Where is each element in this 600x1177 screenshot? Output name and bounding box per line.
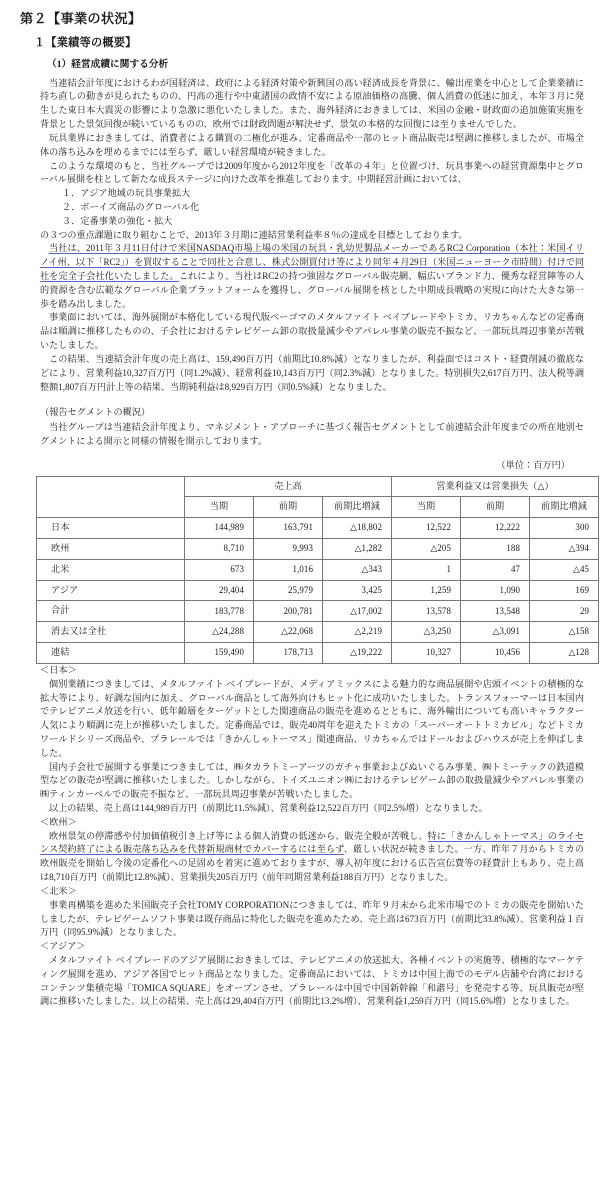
region-heading-europe: ＜欧州＞ xyxy=(40,816,77,827)
table-cell: △158 xyxy=(530,622,599,643)
table-cell: 47 xyxy=(461,559,530,580)
table-row xyxy=(37,539,599,560)
table-cell: 1 xyxy=(392,559,461,580)
table-cell: 200,781 xyxy=(254,601,323,622)
japan-paragraph-2: 国内子会社で展開する事業につきましては、㈱タカラトミーアーツのガチャ事業およびぬいぐるみ事業、㈱トミーテックの鉄道模型などの販売が堅調に推移いたしました。しかしながら、トイズユニオン㈱におけるテレビゲーム卸の取扱量減少やアパレル事業の㈱ティンカーベルでの販売不振など、一部玩具周辺事業が苦戦いたしました。 xyxy=(40,761,584,800)
table-cell: △343 xyxy=(323,559,392,580)
table-row-label: アジア xyxy=(37,580,185,601)
page-title: 第２【事業の状況】 xyxy=(20,11,142,26)
table-row-label: 欧州 xyxy=(37,539,185,560)
north-america-paragraph-1: 事業再構築を進めた米国販売子会社TOMY CORPORATIONにつきましては、昨年９月末から北米市場でのトミカの販売を開始いたしましたが、テレビゲームソフト事業は既存商品に特化した販売を進めたため、売上高は673百万円（前期比33.8%減）、営業利益１百万円（同95.9%減）となりました。 xyxy=(40,899,584,938)
table-cell: 169 xyxy=(530,580,599,601)
table-cell: △18,802 xyxy=(323,518,392,539)
table-cell: △1,282 xyxy=(323,539,392,560)
priority-item-2: ２．ボーイズ商品のグローバル化 xyxy=(62,201,200,212)
priority-item-3: ３．定番事業の強化・拡大 xyxy=(62,215,173,226)
table-subheader-income-previous: 前期 xyxy=(461,497,530,518)
acquisition-tail-text: これにより、当社はRC2の持つ強固なグローバル販売網、幅広いブランド力、優秀な経営陣等の人的資源を含む広範なグローバル企業プラットフォームを獲得し、グローバル展開を核とした中期成長戦略の実現に向けた大きな第一歩を踏み出しました。 xyxy=(40,271,584,309)
table-group-header-row xyxy=(37,476,599,497)
table-row xyxy=(37,622,599,643)
section-heading: １【業績等の概要】 xyxy=(34,37,137,50)
priority-item-1: １．アジア地域の玩具事業拡大 xyxy=(62,188,191,199)
segment-overview-heading: （報告セグメントの概況） xyxy=(40,407,151,418)
table-subheader-income-current: 当期 xyxy=(392,497,461,518)
table-row-label: 連結 xyxy=(37,643,185,664)
table-cell: 9,993 xyxy=(254,539,323,560)
table-subheader-sales-change: 前期比増減 xyxy=(323,497,392,518)
table-row-label: 消去又は全社 xyxy=(37,622,185,643)
table-cell: 29,404 xyxy=(185,580,254,601)
table-subheader-income-change: 前期比増減 xyxy=(530,497,599,518)
europe-paragraph-1 xyxy=(14,830,586,885)
japan-paragraph-1: 個別業績につきましては、メタルファイト ベイブレードが、メディアミックスによる魅力的な商品展開や店頭イベントの積極的な拡大等により、好調な国内に加え、グローバル商品として海外向けもヒット化に成功いたしました。トランスフォーマーは日本国内でテレビアニメ放送を行い、低年齢層をターゲットとした関連商品の販売を進めるとともに、海外輸出についても高いキャラクター人気により順調に売上が推移いたしました。定番商品では、販売40周年を迎えたトミカの「スーパーオートトミカビル」などトミカワールドシリーズ商品や、プラレールでは「きかんしゃトーマス」関連商品、リカちゃんではドールおよびハウスが売上を伸ばしました。 xyxy=(40,678,584,758)
table-corner-cell xyxy=(37,476,185,518)
table-cell: △3,091 xyxy=(461,622,530,643)
region-heading-asia: ＜アジア＞ xyxy=(40,941,86,952)
europe-underlined-text-1: 特に「きかんしゃトー xyxy=(427,830,521,841)
table-cell: △45 xyxy=(530,559,599,580)
table-cell: 178,713 xyxy=(254,643,323,664)
table-cell: 25,979 xyxy=(254,580,323,601)
table-cell: 8,710 xyxy=(185,539,254,560)
table-row-label: 日本 xyxy=(37,518,185,539)
acquisition-underlined-text-2: （本社：米国イリノイ州、以下「RC2」）を買収することで同社と合意し、株式公開買付け等により同年４月29日 xyxy=(40,243,584,268)
table-cell: △17,002 xyxy=(323,601,392,622)
segment-results-table xyxy=(36,476,599,664)
table-cell: 144,989 xyxy=(185,518,254,539)
asia-paragraph-1: メタルファイト ベイブレードのアジア展開におきましては、テレビアニメの放送拡大、各種イベントの実施等、積極的なマーケティング展開を進め、アジア各国でヒット商品となりました。定番商品においては、トミカは中国上海でのモデル店舗や台湾におけるコンテンツ集積売場「TOMICA SQUARE」をオープンさせ、プラレールは中国で中国新幹線「和諧号」を発売する等、玩具販売が堅調に推移いたしました。以上の結果、売上高は29,404百万円（前期比13.2%増）、営業利益1,259百万円（同15.6%増）となりました。 xyxy=(40,954,584,1007)
table-row xyxy=(37,559,599,580)
table-cell: △19,222 xyxy=(323,643,392,664)
table-cell: 3,425 xyxy=(323,580,392,601)
table-group-header-operating-income: 営業利益又は営業損失（△） xyxy=(392,476,599,497)
table-cell: 10,327 xyxy=(392,643,461,664)
europe-underlined-text-2: マス」のライセンス契約終了による販売落ち込みを代替新規商材でカバーするには至らず xyxy=(40,830,584,855)
table-cell: 1,259 xyxy=(392,580,461,601)
table-cell: △3,250 xyxy=(392,622,461,643)
table-cell: 29 xyxy=(530,601,599,622)
table-row xyxy=(37,580,599,601)
table-subheader-sales-current: 当期 xyxy=(185,497,254,518)
table-cell: △128 xyxy=(530,643,599,664)
table-cell: 12,522 xyxy=(392,518,461,539)
table-cell: △24,288 xyxy=(185,622,254,643)
table-body xyxy=(37,518,599,664)
table-cell: △205 xyxy=(392,539,461,560)
table-cell: 159,490 xyxy=(185,643,254,664)
table-cell: 1,016 xyxy=(254,559,323,580)
table-cell: 12,222 xyxy=(461,518,530,539)
acquisition-underlined-text-3: （米国ニューヨーク市時間）付けで同社を完全子会社化いたしました。 xyxy=(40,257,584,282)
table-row-label: 合計 xyxy=(37,601,185,622)
segment-overview-body: 当社グループは当連結会計年度より、マネジメント・アプローチに基づく報告セグメントとして前連結会計年度までの所在地別セグメントによる開示と同様の情報を開示しております。 xyxy=(40,422,584,446)
acquisition-underlined-text-1: 当社は、2011年３月11日付けで米国NASDAQ市場上場の米国の玩具・乳幼児製品メーカーであるRC2 Corporation xyxy=(49,243,511,254)
acquisition-paragraph xyxy=(14,242,586,311)
region-heading-japan: ＜日本＞ xyxy=(40,664,77,675)
table-cell: △2,219 xyxy=(323,622,392,643)
results-paragraph-2: この結果、当連結会計年度の売上高は、159,490百万円（前期比10.8%減）となりましたが、利益面ではコスト・経費削減の徹底などにより、営業利益10,327百万円（同1.2%減）、経常利益10,143百万円（同2.3%減）となりました。特別損失2,617百万円、法人税等調整額1,807百万円計上等の結果、当期純利益は8,929百万円（同0.5%減）となりました。 xyxy=(40,353,584,392)
spacer xyxy=(14,394,586,406)
table-subheader-sales-previous: 前期 xyxy=(254,497,323,518)
region-heading-north-america: ＜北米＞ xyxy=(40,885,77,896)
subsection-heading: （1）経営成績に関する分析 xyxy=(47,59,169,71)
table-row xyxy=(37,518,599,539)
table-cell: 188 xyxy=(461,539,530,560)
table-cell: 163,791 xyxy=(254,518,323,539)
intro-paragraph-3: このような環境のもと、当社グループでは2009年度から2012年度を「改革の４年」と位置づけ、玩具事業への経営資源集中とグローバル展開を柱として新たな成長ステージに向けた改革を推進しております。中期経営計画においては、 xyxy=(40,160,584,185)
europe-text-post: 、厳しい状況が続きました。一方、昨年７月からトミカの欧州販売を開始し今後の定番化への足固めを着実に進めておりますが、導入初年度における広告宣伝費等の経費計上もあり、売上高は8,710百万円（前期比12.8%減）、営業損失205百万円（前年同期営業利益188百万円）となりました。 xyxy=(40,844,584,883)
priorities-lead-text: の３つの重点課題に取り組むことで、2013年３月期に連結営業利益率８％の達成を目標としております。 xyxy=(40,229,468,240)
table-unit-note: （単位：百万円） xyxy=(496,459,570,470)
table-cell: 13,578 xyxy=(392,601,461,622)
table-head xyxy=(37,476,599,518)
table-row xyxy=(37,643,599,664)
table-cell: 300 xyxy=(530,518,599,539)
intro-paragraph-2: 玩具業界におきましては、消費者による購買の二極化が進み、定番商品や一部のヒット商品販売は堅調に推移しましたが、市場全体の落ち込みを埋めるまでには至らず、厳しい経営環境が続きました。 xyxy=(40,132,584,157)
table-cell: 10,456 xyxy=(461,643,530,664)
table-row xyxy=(37,601,599,622)
europe-text-pre: 欧州景気の停滞感や付加価値税引き上げ等による個人消費の低迷から、販売全般が苦戦し、 xyxy=(49,830,428,841)
table-row-label: 北米 xyxy=(37,559,185,580)
table-cell: 13,548 xyxy=(461,601,530,622)
table-cell: △394 xyxy=(530,539,599,560)
table-cell: △22,068 xyxy=(254,622,323,643)
table-cell: 673 xyxy=(185,559,254,580)
table-cell: 183,778 xyxy=(185,601,254,622)
table-cell: 1,090 xyxy=(461,580,530,601)
table-group-header-sales: 売上高 xyxy=(185,476,392,497)
intro-paragraph-1: 当連結会計年度におけるわが国経済は、政府による経済対策や新興国の高い経済成長を背景に、輸出産業を中心として企業業績に持ち直しの動きが見られたものの、円高の進行や中東諸国の政情不安による原油価格の高騰、個人消費の低迷に加え、本年３月に発生した東日本大震災の影響により急激に悪化いたしました。また、海外経済におきましては、米国の金融・財政面の追加施策実施を背景とした景気回復が続いているものの、欧州では財政問題が解決せず、景気の本格的な回復には至りませんでした。 xyxy=(40,77,584,130)
japan-paragraph-3: 以上の結果、売上高は144,989百万円（前期比11.5%減）、営業利益12,522百万円（同2.5%増）となりました。 xyxy=(49,803,488,814)
results-paragraph-1: 事業面においては、海外展開が本格化している現代版ベーゴマのメタルファイト ベイブレードやトミカ、リカちゃんなどの定番商品は順調に推移したものの、子会社におけるテレビゲーム卸の取扱量減少やアパレル事業の販売不振など、一部玩具周辺事業が苦戦いたしました。 xyxy=(40,312,584,351)
